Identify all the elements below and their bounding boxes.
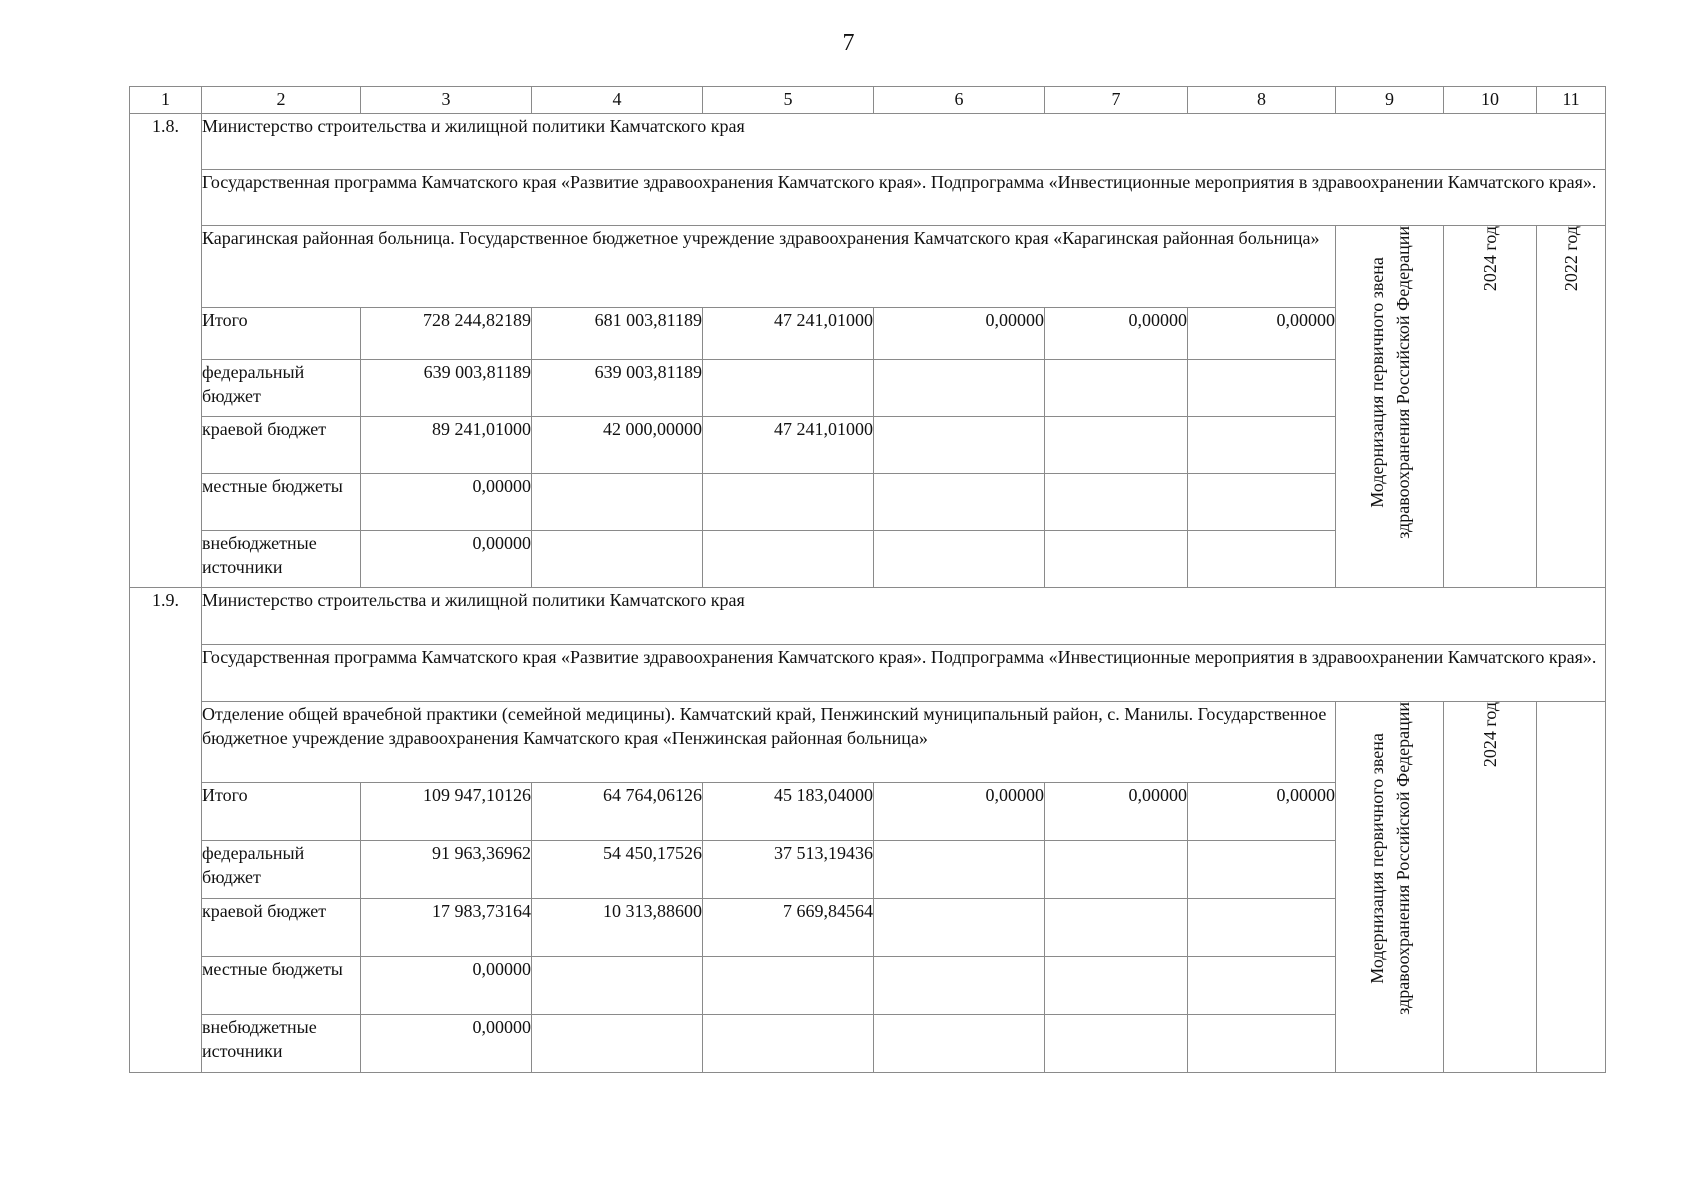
value-cell: 45 183,04000 xyxy=(703,783,874,841)
value-cell xyxy=(1045,899,1188,957)
value-cell: 17 983,73164 xyxy=(361,899,532,957)
value-cell xyxy=(874,957,1045,1015)
value-cell xyxy=(703,474,874,531)
value-cell: 89 241,01000 xyxy=(361,417,532,474)
ministry-row xyxy=(130,114,1606,170)
value-cell: 54 450,17526 xyxy=(532,841,703,899)
national-project-line2: здравоохранения Российской Федерации xyxy=(1392,702,1413,1015)
value-cell xyxy=(1045,957,1188,1015)
value-cell: 0,00000 xyxy=(361,1015,532,1073)
row-label: местные бюджеты xyxy=(202,474,361,531)
object-row xyxy=(130,702,1606,783)
completion-year: 2024 год xyxy=(1480,702,1500,768)
value-cell xyxy=(703,957,874,1015)
column-header: 9 xyxy=(1336,87,1444,114)
value-cell xyxy=(1188,957,1336,1015)
value-cell xyxy=(532,531,703,588)
column-header: 11 xyxy=(1537,87,1606,114)
program-name: Государственная программа Камчатского края «Развитие здравоохранения Камчатского края». Подпрограмма «Инвестиционные мероприятия в здравоохранении Камчатского края». xyxy=(202,645,1606,702)
start-year: 2022 год xyxy=(1561,226,1581,292)
value-cell: 0,00000 xyxy=(361,957,532,1015)
value-cell: 7 669,84564 xyxy=(703,899,874,957)
national-project-cell xyxy=(1336,226,1444,588)
column-number-row xyxy=(130,87,1606,114)
value-cell xyxy=(1188,899,1336,957)
value-cell xyxy=(532,474,703,531)
value-cell xyxy=(874,899,1045,957)
start-year-cell xyxy=(1537,702,1606,1073)
value-cell: 0,00000 xyxy=(1188,308,1336,360)
column-header: 7 xyxy=(1045,87,1188,114)
column-header: 5 xyxy=(703,87,874,114)
row-label: федеральный бюджет xyxy=(202,841,361,899)
value-cell: 728 244,82189 xyxy=(361,308,532,360)
ministry-name: Министерство строительства и жилищной политики Камчатского края xyxy=(202,588,1606,645)
value-cell xyxy=(1188,417,1336,474)
item-number: 1.9. xyxy=(130,588,202,1073)
value-cell: 0,00000 xyxy=(1188,783,1336,841)
value-cell xyxy=(1188,474,1336,531)
value-cell xyxy=(1045,531,1188,588)
value-cell xyxy=(874,1015,1045,1073)
ministry-row xyxy=(130,588,1606,645)
national-project-cell xyxy=(1336,702,1444,1073)
value-cell: 47 241,01000 xyxy=(703,417,874,474)
value-cell: 91 963,36962 xyxy=(361,841,532,899)
national-project-line1: Модернизация первичного звена xyxy=(1366,257,1387,508)
value-cell xyxy=(874,360,1045,417)
value-cell: 42 000,00000 xyxy=(532,417,703,474)
value-cell: 0,00000 xyxy=(874,783,1045,841)
start-year-cell xyxy=(1537,226,1606,588)
object-name: Отделение общей врачебной практики (семейной медицины). Камчатский край, Пенжинский муниципальный район, с. Манилы. Государственное бюджетное учреждение здравоохранения Камчатского края «Пенжинская районная больница» xyxy=(202,702,1336,783)
program-row xyxy=(130,645,1606,702)
value-cell: 109 947,10126 xyxy=(361,783,532,841)
column-header: 6 xyxy=(874,87,1045,114)
row-label: внебюджетные источники xyxy=(202,531,361,588)
column-header: 4 xyxy=(532,87,703,114)
row-label: Итого xyxy=(202,783,361,841)
value-cell: 681 003,81189 xyxy=(532,308,703,360)
column-header: 3 xyxy=(361,87,532,114)
value-cell: 0,00000 xyxy=(1045,783,1188,841)
object-name: Карагинская районная больница. Государственное бюджетное учреждение здравоохранения Камчатского края «Карагинская районная больница» xyxy=(202,226,1336,308)
value-cell xyxy=(1188,841,1336,899)
value-cell xyxy=(1188,531,1336,588)
value-cell: 0,00000 xyxy=(361,474,532,531)
value-cell: 0,00000 xyxy=(1045,308,1188,360)
value-cell xyxy=(1045,360,1188,417)
value-cell xyxy=(1045,1015,1188,1073)
value-cell xyxy=(1188,1015,1336,1073)
value-cell: 639 003,81189 xyxy=(532,360,703,417)
investment-table xyxy=(129,86,1606,1073)
value-cell: 0,00000 xyxy=(874,308,1045,360)
completion-year: 2024 год xyxy=(1480,226,1500,292)
completion-year-cell xyxy=(1444,702,1537,1073)
value-cell: 0,00000 xyxy=(361,531,532,588)
completion-year-cell xyxy=(1444,226,1537,588)
value-cell xyxy=(1188,360,1336,417)
value-cell: 47 241,01000 xyxy=(703,308,874,360)
column-header: 8 xyxy=(1188,87,1336,114)
row-label: федеральный бюджет xyxy=(202,360,361,417)
value-cell: 37 513,19436 xyxy=(703,841,874,899)
national-project-line2: здравоохранения Российской Федерации xyxy=(1392,226,1413,539)
program-row xyxy=(130,170,1606,226)
value-cell xyxy=(532,1015,703,1073)
value-cell xyxy=(1045,474,1188,531)
row-label: Итого xyxy=(202,308,361,360)
item-number: 1.8. xyxy=(130,114,202,588)
value-cell xyxy=(874,841,1045,899)
value-cell xyxy=(1045,841,1188,899)
page-number: 7 xyxy=(842,30,855,56)
row-label: внебюджетные источники xyxy=(202,1015,361,1073)
row-label: местные бюджеты xyxy=(202,957,361,1015)
column-header: 10 xyxy=(1444,87,1537,114)
value-cell: 10 313,88600 xyxy=(532,899,703,957)
value-cell xyxy=(874,417,1045,474)
row-label: краевой бюджет xyxy=(202,417,361,474)
column-header: 2 xyxy=(202,87,361,114)
value-cell xyxy=(874,474,1045,531)
row-label: краевой бюджет xyxy=(202,899,361,957)
value-cell xyxy=(532,957,703,1015)
object-row xyxy=(130,226,1606,308)
value-cell: 639 003,81189 xyxy=(361,360,532,417)
program-name: Государственная программа Камчатского края «Развитие здравоохранения Камчатского края». Подпрограмма «Инвестиционные мероприятия в здравоохранении Камчатского края». xyxy=(202,170,1606,226)
national-project-line1: Модернизация первичного звена xyxy=(1366,733,1387,984)
value-cell xyxy=(703,360,874,417)
value-cell xyxy=(703,531,874,588)
column-header: 1 xyxy=(130,87,202,114)
ministry-name: Министерство строительства и жилищной политики Камчатского края xyxy=(202,114,1606,170)
value-cell xyxy=(1045,417,1188,474)
value-cell xyxy=(874,531,1045,588)
value-cell: 64 764,06126 xyxy=(532,783,703,841)
value-cell xyxy=(703,1015,874,1073)
